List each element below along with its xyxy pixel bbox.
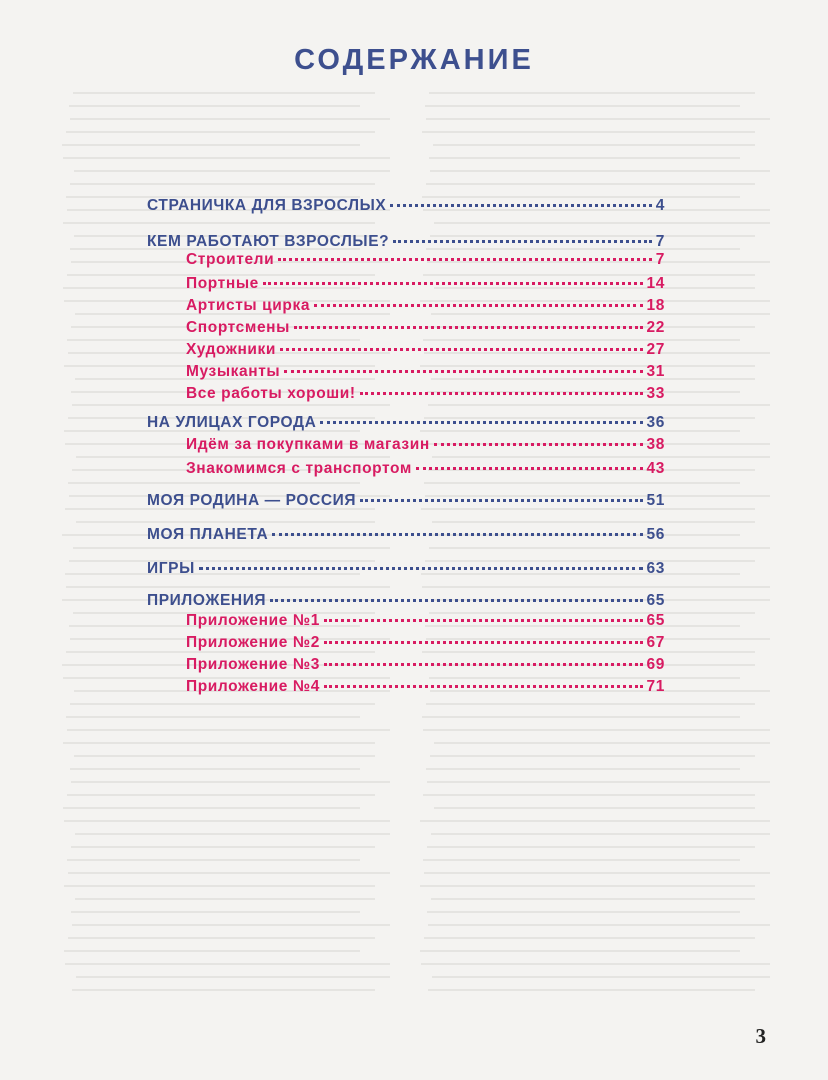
dot-leader bbox=[263, 282, 643, 285]
dot-leader bbox=[416, 467, 643, 470]
toc-entry-label: МОЯ ПЛАНЕТА bbox=[147, 526, 269, 543]
toc-entry-page: 51 bbox=[646, 492, 665, 509]
dot-leader bbox=[278, 258, 652, 261]
toc-entry-label: Приложение №4 bbox=[186, 678, 320, 695]
toc-entry-label: Музыканты bbox=[186, 363, 281, 380]
toc-entry-page: 14 bbox=[646, 275, 665, 292]
page-number: 3 bbox=[755, 1024, 766, 1048]
dot-leader bbox=[390, 204, 651, 207]
toc-entry-label: Приложение №2 bbox=[186, 634, 320, 651]
toc-entry[interactable] bbox=[147, 592, 665, 610]
dot-leader bbox=[324, 641, 643, 644]
dot-leader bbox=[270, 599, 642, 602]
dot-leader bbox=[294, 326, 643, 329]
toc-entry-label: Все работы хороши! bbox=[186, 385, 356, 402]
toc-entry-page: 43 bbox=[646, 460, 665, 477]
toc-entry-page: 18 bbox=[646, 297, 665, 314]
toc-entry-label: Знакомимся с транспортом bbox=[186, 460, 412, 477]
dot-leader bbox=[434, 443, 643, 446]
toc-entry-page: 33 bbox=[646, 385, 665, 402]
toc-entry-page: 31 bbox=[646, 363, 665, 380]
toc-entry-page: 65 bbox=[646, 592, 665, 609]
toc-entry[interactable] bbox=[186, 634, 665, 652]
toc-entry[interactable] bbox=[186, 275, 665, 293]
toc-entry-label: Приложение №3 bbox=[186, 656, 320, 673]
toc-entry-page: 7 bbox=[655, 233, 665, 250]
toc-entry-label: Художники bbox=[186, 341, 277, 358]
toc-entry-label: Артисты цирка bbox=[186, 297, 311, 314]
toc-entry-label: Спортсмены bbox=[186, 319, 290, 336]
toc-entry[interactable] bbox=[186, 341, 665, 359]
dot-leader bbox=[360, 392, 643, 395]
dot-leader bbox=[199, 567, 643, 570]
toc-entry[interactable] bbox=[147, 233, 665, 251]
toc-entry[interactable] bbox=[186, 363, 665, 381]
toc-entry[interactable] bbox=[147, 526, 665, 544]
toc-entry-page: 27 bbox=[646, 341, 665, 358]
toc-entry[interactable] bbox=[186, 385, 665, 403]
toc-entry[interactable] bbox=[186, 678, 665, 696]
toc-entry[interactable] bbox=[147, 414, 665, 432]
toc-entry-label: НА УЛИЦАХ ГОРОДА bbox=[147, 414, 317, 431]
toc-entry-page: 4 bbox=[655, 197, 665, 214]
dot-leader bbox=[324, 663, 643, 666]
toc-entry[interactable] bbox=[186, 319, 665, 337]
toc-entry[interactable] bbox=[186, 297, 665, 315]
toc-entry-label: Портные bbox=[186, 275, 259, 292]
page-title: СОДЕРЖАНИЕ bbox=[294, 44, 534, 76]
toc-entry-page: 67 bbox=[646, 634, 665, 651]
toc-entry-label: Строители bbox=[186, 251, 275, 268]
toc-entry-page: 63 bbox=[646, 560, 665, 577]
toc-entry[interactable] bbox=[186, 251, 665, 269]
toc-entry[interactable] bbox=[186, 612, 665, 630]
toc-entry-label: ИГРЫ bbox=[147, 560, 195, 577]
toc-entry-label: КЕМ РАБОТАЮТ ВЗРОСЛЫЕ? bbox=[147, 233, 390, 250]
dot-leader bbox=[320, 421, 642, 424]
toc-entry-page: 65 bbox=[646, 612, 665, 629]
toc-entry-page: 38 bbox=[646, 436, 665, 453]
toc-entry[interactable] bbox=[147, 492, 665, 510]
dot-leader bbox=[314, 304, 643, 307]
toc-entry-label: МОЯ РОДИНА — РОССИЯ bbox=[147, 492, 357, 509]
dot-leader bbox=[284, 370, 642, 373]
toc-entry-label: СТРАНИЧКА ДЛЯ ВЗРОСЛЫХ bbox=[147, 197, 387, 214]
toc-entry[interactable] bbox=[147, 197, 665, 215]
toc-entry-page: 71 bbox=[646, 678, 665, 695]
toc-entry-page: 36 bbox=[646, 414, 665, 431]
toc-entry-page: 7 bbox=[655, 251, 665, 268]
toc-entry-page: 56 bbox=[646, 526, 665, 543]
dot-leader bbox=[393, 240, 652, 243]
dot-leader bbox=[324, 619, 643, 622]
toc-entry-page: 22 bbox=[646, 319, 665, 336]
dot-leader bbox=[280, 348, 643, 351]
dot-leader bbox=[272, 533, 642, 536]
toc-entry-page: 69 bbox=[646, 656, 665, 673]
toc-entry[interactable] bbox=[186, 436, 665, 454]
toc-entry-label: ПРИЛОЖЕНИЯ bbox=[147, 592, 267, 609]
toc-entry-label: Приложение №1 bbox=[186, 612, 320, 629]
dot-leader bbox=[324, 685, 643, 688]
toc-entry[interactable] bbox=[147, 560, 665, 578]
dot-leader bbox=[360, 499, 642, 502]
toc-entry[interactable] bbox=[186, 460, 665, 478]
toc-entry-label: Идём за покупками в магазин bbox=[186, 436, 430, 453]
toc-entry[interactable] bbox=[186, 656, 665, 674]
